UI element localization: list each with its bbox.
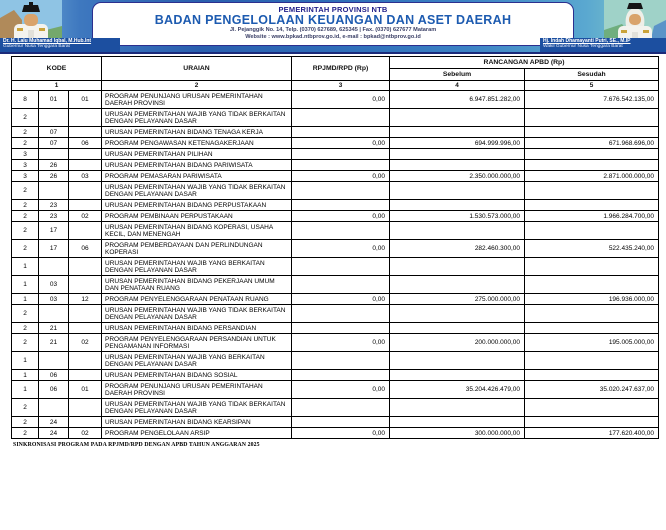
uraian-cell: PROGRAM PENGELOLAAN ARSIP (102, 428, 292, 439)
col-header-sebelum: Sebelum (390, 69, 525, 81)
kode-1-cell: 2 (12, 222, 39, 240)
table-header (12, 57, 659, 91)
sebelum-cell (390, 258, 525, 276)
sebelum-cell (390, 370, 525, 381)
kode-1-cell: 2 (12, 305, 39, 323)
kode-2-cell (39, 149, 69, 160)
rpjmd-cell: 0,00 (292, 428, 390, 439)
table-row (12, 211, 659, 222)
sebelum-cell: 2.350.000.000,00 (390, 171, 525, 182)
kode-3-cell: 02 (69, 334, 102, 352)
sesudah-cell (525, 305, 659, 323)
col-number-5: 5 (525, 81, 659, 91)
sebelum-cell (390, 160, 525, 171)
uraian-cell: PROGRAM PEMBINAAN PERPUSTAKAAN (102, 211, 292, 222)
kode-3-cell (69, 323, 102, 334)
kode-1-cell: 2 (12, 211, 39, 222)
uraian-cell: PROGRAM PENYELENGGARAAN PENATAAN RUANG (102, 294, 292, 305)
sesudah-cell (525, 149, 659, 160)
sesudah-cell: 35.020.247.637,00 (525, 381, 659, 399)
kode-3-cell (69, 127, 102, 138)
sesudah-cell (525, 352, 659, 370)
kode-1-cell: 8 (12, 91, 39, 109)
kode-1-cell: 3 (12, 149, 39, 160)
table-row (12, 200, 659, 211)
kode-3-cell (69, 182, 102, 200)
kode-1-cell: 2 (12, 182, 39, 200)
sebelum-cell: 200.000.000,00 (390, 334, 525, 352)
kode-2-cell: 24 (39, 428, 69, 439)
uraian-cell: URUSAN PEMERINTAHAN PILIHAN (102, 149, 292, 160)
kode-3-cell: 06 (69, 240, 102, 258)
rpjmd-cell: 0,00 (292, 91, 390, 109)
kode-3-cell (69, 222, 102, 240)
vice-governor-name: Hj. Indah Dhamayanti Putri, SE., M.IP (543, 37, 631, 44)
agency-title: BADAN PENGELOLAAN KEUANGAN DAN ASET DAERAH (154, 13, 512, 27)
rpjmd-cell: 0,00 (292, 138, 390, 149)
sesudah-cell: 177.620.400,00 (525, 428, 659, 439)
kode-2-cell (39, 305, 69, 323)
kode-3-cell (69, 417, 102, 428)
uraian-cell: URUSAN PEMERINTAHAN WAJIB YANG TIDAK BERKAITAN DENGAN PELAYANAN DASAR (102, 305, 292, 323)
sebelum-cell: 6.947.851.282,00 (390, 91, 525, 109)
kode-3-cell (69, 149, 102, 160)
kode-1-cell: 1 (12, 381, 39, 399)
rpjmd-cell (292, 305, 390, 323)
uraian-cell: URUSAN PEMERINTAHAN BIDANG PEKERJAAN UMUM DAN PENATAAN RUANG (102, 276, 292, 294)
uraian-cell: URUSAN PEMERINTAHAN WAJIB YANG TIDAK BERKAITAN DENGAN PELAYANAN DASAR (102, 399, 292, 417)
kode-3-cell: 02 (69, 211, 102, 222)
kode-1-cell: 2 (12, 428, 39, 439)
kode-1-cell: 1 (12, 352, 39, 370)
kode-3-cell (69, 352, 102, 370)
kode-2-cell: 17 (39, 240, 69, 258)
kode-2-cell: 01 (39, 91, 69, 109)
col-header-rancangan-apbd: RANCANGAN APBD (Rp) (390, 57, 659, 69)
rpjmd-cell (292, 200, 390, 211)
kode-3-cell: 03 (69, 171, 102, 182)
kode-2-cell: 23 (39, 200, 69, 211)
sebelum-cell (390, 323, 525, 334)
table-row (12, 160, 659, 171)
uraian-cell: PROGRAM PEMBERDAYAAN DAN PERLINDUNGAN KOPERASI (102, 240, 292, 258)
uraian-cell: URUSAN PEMERINTAHAN BIDANG SOSIAL (102, 370, 292, 381)
kode-3-cell (69, 276, 102, 294)
governor-title: Gubernur Nusa Tenggara Barat (3, 44, 70, 50)
kode-1-cell: 1 (12, 276, 39, 294)
rpjmd-cell (292, 127, 390, 138)
uraian-cell: URUSAN PEMERINTAHAN BIDANG KOPERASI, USAHA KECIL, DAN MENENGAH (102, 222, 292, 240)
kode-1-cell: 2 (12, 109, 39, 127)
kode-3-cell: 01 (69, 381, 102, 399)
sesudah-cell (525, 160, 659, 171)
vice-governor-title: Wakil Gubernur Nusa Tenggara Barat (543, 44, 623, 50)
table-row (12, 294, 659, 305)
kode-2-cell: 03 (39, 276, 69, 294)
table-row (12, 276, 659, 294)
rpjmd-cell (292, 109, 390, 127)
sebelum-cell: 35.204.426.479,00 (390, 381, 525, 399)
uraian-cell: URUSAN PEMERINTAHAN BIDANG KEARSIPAN (102, 417, 292, 428)
sebelum-cell: 282.460.300,00 (390, 240, 525, 258)
kode-2-cell (39, 182, 69, 200)
vice-governor-nameplate (540, 38, 666, 52)
kode-1-cell: 1 (12, 370, 39, 381)
sebelum-cell (390, 149, 525, 160)
kode-2-cell: 21 (39, 323, 69, 334)
col-header-uraian: URAIAN (102, 57, 292, 81)
sebelum-cell (390, 399, 525, 417)
kode-2-cell: 23 (39, 211, 69, 222)
kode-1-cell: 1 (12, 258, 39, 276)
kode-3-cell (69, 399, 102, 417)
document-body (0, 54, 666, 448)
table-row (12, 240, 659, 258)
sesudah-cell (525, 109, 659, 127)
table-body (12, 91, 659, 439)
sesudah-cell (525, 182, 659, 200)
table-row (12, 258, 659, 276)
kode-1-cell: 2 (12, 127, 39, 138)
sebelum-cell: 275.000.000,00 (390, 294, 525, 305)
kode-2-cell: 06 (39, 370, 69, 381)
kode-3-cell (69, 305, 102, 323)
sebelum-cell (390, 182, 525, 200)
kode-3-cell (69, 160, 102, 171)
col-header-kode: KODE (12, 57, 102, 81)
rpjmd-cell (292, 323, 390, 334)
sesudah-cell: 671.968.696,00 (525, 138, 659, 149)
table-row (12, 109, 659, 127)
letterhead-banner (0, 0, 666, 54)
kode-3-cell (69, 109, 102, 127)
kode-1-cell: 3 (12, 160, 39, 171)
kode-2-cell: 03 (39, 294, 69, 305)
table-row (12, 399, 659, 417)
sesudah-cell: 195.005.000,00 (525, 334, 659, 352)
uraian-cell: URUSAN PEMERINTAHAN WAJIB YANG BERKAITAN DENGAN PELAYANAN DASAR (102, 258, 292, 276)
kode-2-cell (39, 399, 69, 417)
kode-3-cell: 12 (69, 294, 102, 305)
sebelum-cell (390, 222, 525, 240)
sesudah-cell (525, 323, 659, 334)
kode-1-cell: 2 (12, 240, 39, 258)
sebelum-cell (390, 109, 525, 127)
sesudah-cell (525, 370, 659, 381)
rpjmd-cell (292, 276, 390, 294)
sebelum-cell: 300.000.000,00 (390, 428, 525, 439)
kode-1-cell: 2 (12, 200, 39, 211)
rpjmd-cell: 0,00 (292, 334, 390, 352)
table-row (12, 222, 659, 240)
rpjmd-cell: 0,00 (292, 294, 390, 305)
sesudah-cell: 2.871.000.000,00 (525, 171, 659, 182)
table-row (12, 428, 659, 439)
kode-2-cell: 17 (39, 222, 69, 240)
kode-2-cell (39, 109, 69, 127)
uraian-cell: PROGRAM PEMASARAN PARIWISATA (102, 171, 292, 182)
rpjmd-cell (292, 182, 390, 200)
sesudah-cell (525, 276, 659, 294)
kode-3-cell (69, 258, 102, 276)
table-row (12, 91, 659, 109)
kode-2-cell: 07 (39, 138, 69, 149)
letterhead-card (92, 2, 574, 46)
governor-name: Dr. H. Lalu Muhamad Iqbal, M.Hub.Int (3, 37, 92, 44)
rpjmd-cell: 0,00 (292, 240, 390, 258)
rpjmd-cell (292, 149, 390, 160)
uraian-cell: URUSAN PEMERINTAHAN BIDANG PERSANDIAN (102, 323, 292, 334)
sebelum-cell (390, 200, 525, 211)
sesudah-cell (525, 399, 659, 417)
agency-website: Website : www.bpkad.ntbprov.go.id, e-mail : bpkad@ntbprov.go.id (245, 33, 421, 40)
kode-3-cell: 06 (69, 138, 102, 149)
table-row (12, 323, 659, 334)
kode-1-cell: 2 (12, 334, 39, 352)
kode-1-cell: 3 (12, 171, 39, 182)
government-title: PEMERINTAH PROVINSI NTB (278, 5, 388, 14)
kode-2-cell: 26 (39, 160, 69, 171)
budget-table (11, 56, 659, 439)
kode-3-cell (69, 200, 102, 211)
uraian-cell: PROGRAM PENGAWASAN KETENAGAKERJAAN (102, 138, 292, 149)
uraian-cell: URUSAN PEMERINTAHAN WAJIB YANG TIDAK BERKAITAN DENGAN PELAYANAN DASAR (102, 182, 292, 200)
rpjmd-cell: 0,00 (292, 171, 390, 182)
sesudah-cell (525, 417, 659, 428)
table-row (12, 334, 659, 352)
rpjmd-cell (292, 399, 390, 417)
rpjmd-cell (292, 352, 390, 370)
table-row (12, 352, 659, 370)
uraian-cell: PROGRAM PENYELENGGARAAN PERSANDIAN UNTUK PENGAMANAN INFORMASI (102, 334, 292, 352)
kode-3-cell (69, 370, 102, 381)
rpjmd-cell (292, 417, 390, 428)
sesudah-cell: 7.676.542.135,00 (525, 91, 659, 109)
uraian-cell: URUSAN PEMERINTAHAN BIDANG TENAGA KERJA (102, 127, 292, 138)
sebelum-cell (390, 417, 525, 428)
sebelum-cell (390, 127, 525, 138)
sesudah-cell: 196.936.000,00 (525, 294, 659, 305)
kode-3-cell: 01 (69, 91, 102, 109)
col-number-2: 2 (102, 81, 292, 91)
kode-1-cell: 2 (12, 399, 39, 417)
sebelum-cell (390, 276, 525, 294)
kode-1-cell: 2 (12, 138, 39, 149)
col-header-rpjmd: RPJMD/RPD (Rp) (292, 57, 390, 81)
kode-1-cell: 1 (12, 294, 39, 305)
rpjmd-cell: 0,00 (292, 381, 390, 399)
kode-2-cell: 21 (39, 334, 69, 352)
sesudah-cell (525, 200, 659, 211)
table-row (12, 305, 659, 323)
col-number-4: 4 (390, 81, 525, 91)
rpjmd-cell: 0,00 (292, 211, 390, 222)
kode-2-cell: 24 (39, 417, 69, 428)
kode-2-cell (39, 258, 69, 276)
rpjmd-cell (292, 160, 390, 171)
table-row (12, 370, 659, 381)
sebelum-cell (390, 305, 525, 323)
governor-nameplate (0, 38, 120, 52)
uraian-cell: URUSAN PEMERINTAHAN BIDANG PERPUSTAKAAN (102, 200, 292, 211)
uraian-cell: URUSAN PEMERINTAHAN WAJIB YANG TIDAK BERKAITAN DENGAN PELAYANAN DASAR (102, 109, 292, 127)
sesudah-cell (525, 127, 659, 138)
table-row (12, 138, 659, 149)
table-row (12, 417, 659, 428)
kode-1-cell: 2 (12, 417, 39, 428)
col-number-3: 3 (292, 81, 390, 91)
rpjmd-cell (292, 258, 390, 276)
kode-3-cell: 02 (69, 428, 102, 439)
uraian-cell: URUSAN PEMERINTAHAN WAJIB YANG BERKAITAN DENGAN PELAYANAN DASAR (102, 352, 292, 370)
col-number-1: 1 (12, 81, 102, 91)
kode-2-cell: 26 (39, 171, 69, 182)
col-header-sesudah: Sesudah (525, 69, 659, 81)
kode-2-cell: 06 (39, 381, 69, 399)
agency-address: Jl. Pejanggik No. 14, Telp. (0370) 627689, 625345 | Fax. (0370) 627677 Mataram (229, 27, 437, 33)
sebelum-cell: 694.999.996,00 (390, 138, 525, 149)
uraian-cell: URUSAN PEMERINTAHAN BIDANG PARIWISATA (102, 160, 292, 171)
kode-2-cell (39, 352, 69, 370)
sesudah-cell: 1.966.284.700,00 (525, 211, 659, 222)
sebelum-cell (390, 352, 525, 370)
table-row (12, 171, 659, 182)
sesudah-cell (525, 258, 659, 276)
table-row (12, 127, 659, 138)
sesudah-cell (525, 222, 659, 240)
sync-footnote: SINKRONISASI PROGRAM PADA RPJMD/RPD DENGAN APBD TAHUN ANGGARAN 2025 (13, 442, 260, 448)
kode-2-cell: 07 (39, 127, 69, 138)
sesudah-cell: 522.435.240,00 (525, 240, 659, 258)
table-row (12, 149, 659, 160)
kode-1-cell: 2 (12, 323, 39, 334)
uraian-cell: PROGRAM PENUNJANG URUSAN PEMERINTAHAN DAERAH PROVINSI (102, 91, 292, 109)
rpjmd-cell (292, 370, 390, 381)
uraian-cell: PROGRAM PENUNJANG URUSAN PEMERINTAHAN DAERAH PROVINSI (102, 381, 292, 399)
rpjmd-cell (292, 222, 390, 240)
table-row (12, 381, 659, 399)
table-row (12, 182, 659, 200)
sebelum-cell: 1.530.573.000,00 (390, 211, 525, 222)
